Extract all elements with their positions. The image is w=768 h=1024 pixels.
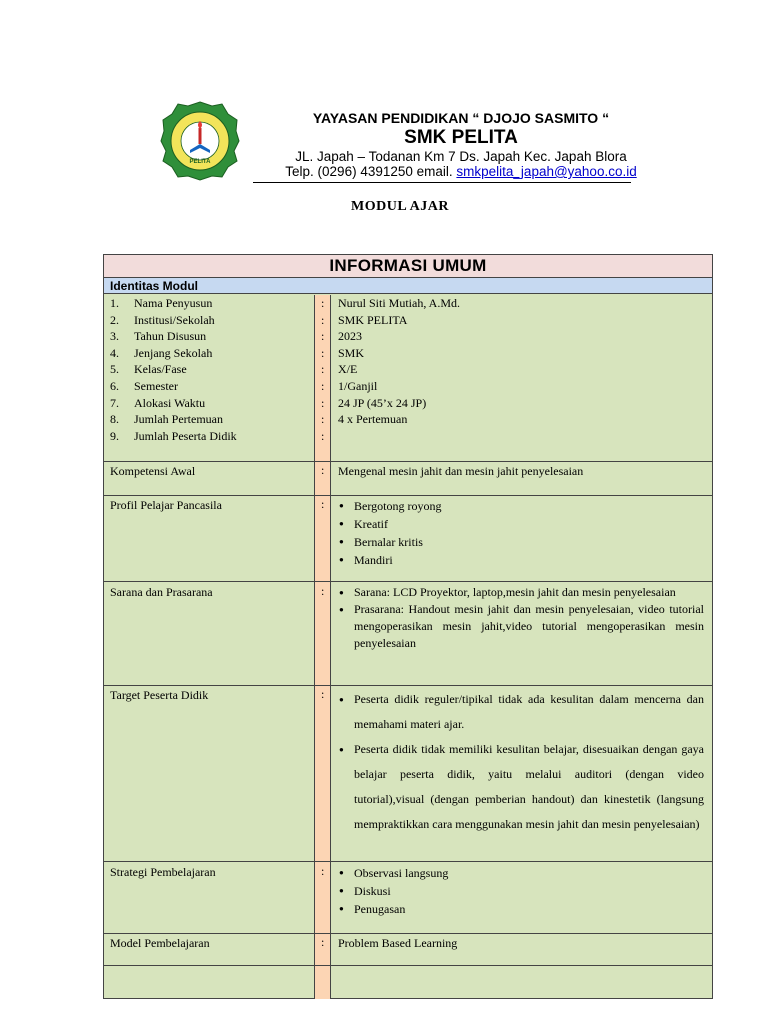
foundation-name: YAYASAN PENDIDIKAN “ DJOJO SASMITO “: [312, 110, 610, 126]
school-logo: [160, 100, 240, 182]
list-item: 8. Jumlah Pertemuan: [110, 412, 223, 427]
list-item: ● Prasarana: Handout mesin jahit dan mesin penyelesaian, video tutorial mengoperasikan mesin jahit,video tutorial mengoperasikan mesin penyelesaian: [338, 601, 704, 652]
list-item: ● Bernalar kritis: [338, 533, 704, 551]
list-item: ● Observasi langsung: [338, 864, 704, 882]
list-item: 4. Jenjang Sekolah: [110, 345, 213, 360]
row-divider: [104, 965, 712, 966]
strategi-colon: :: [321, 864, 325, 878]
list-item: ● Bergotong royong: [338, 497, 704, 515]
sarana-list: [338, 584, 704, 652]
list-item: ● Peserta didik tidak memiliki kesulitan belajar, disesuaikan dengan gaya belajar peserta didik, yaitu melalui auditori (dengan video tutorial),visual (dengan pemberian handout) dan kinestetik (langsung mempraktikkan cara menggunakan mesin jahit dan mesin penyelesaian): [338, 737, 704, 837]
list-item: 6. Semester: [110, 378, 178, 393]
identity-values: Nurul Siti Mutiah, A.Md. SMK PELITA 2023 SMK X/E 1/Ganjil 24 JP (45’x 24 JP) 4 x Pertemuan: [338, 296, 461, 427]
target-list: [338, 687, 704, 837]
identity-list: [110, 295, 237, 444]
identity-colons: : : : : : : : : :: [321, 296, 325, 443]
list-item: 9. Jumlah Peserta Didik: [110, 428, 237, 443]
profil-list: [338, 497, 704, 569]
row-divider: [104, 581, 712, 582]
row-divider: [104, 861, 712, 862]
list-item: ● Mandiri: [338, 551, 704, 569]
header-divider: [253, 182, 631, 183]
list-item: ● Kreatif: [338, 515, 704, 533]
sarana-colon: :: [321, 584, 325, 598]
list-item: 7. Alokasi Waktu: [110, 395, 206, 410]
list-item: ● Sarana: LCD Proyektor, laptop,mesin jahit dan mesin penyelesaian: [338, 584, 704, 601]
kompetensi-value: Mengenal mesin jahit dan mesin jahit penyelesaian: [338, 464, 584, 478]
document-title: MODUL AJAR: [351, 199, 449, 214]
strategi-label: Strategi Pembelajaran: [110, 865, 216, 879]
row-divider: [104, 685, 712, 686]
list-item: ● Peserta didik reguler/tipikal tidak ada kesulitan dalam mencerna dan memahami materi ajar.: [338, 687, 704, 737]
sarana-label: Sarana dan Prasarana: [110, 585, 213, 599]
table-title: INFORMASI UMUM: [104, 255, 712, 278]
profil-colon: :: [321, 497, 325, 511]
row-divider: [104, 933, 712, 934]
list-item: ● Penugasan: [338, 900, 704, 918]
model-value: Problem Based Learning: [338, 936, 458, 950]
kompetensi-colon: :: [321, 463, 325, 477]
list-item: 1. Nama Penyusun: [110, 296, 213, 310]
list-item: 2. Institusi/Sekolah: [110, 312, 215, 327]
school-name: SMK PELITA: [404, 127, 518, 148]
row-divider: [104, 461, 712, 462]
list-item: 3. Tahun Disusun: [110, 329, 207, 344]
profil-label: Profil Pelajar Pancasila: [110, 498, 222, 512]
info-table: [103, 254, 713, 999]
model-colon: :: [321, 935, 325, 949]
school-contact: [256, 164, 666, 179]
target-label: Target Peserta Didik: [110, 688, 209, 702]
email-link[interactable]: smkpelita_japah@yahoo.co.id: [456, 164, 637, 179]
list-item: ● Diskusi: [338, 882, 704, 900]
model-label: Model Pembelajaran: [110, 936, 210, 950]
target-colon: :: [321, 687, 325, 701]
school-address: JL. Japah – Todanan Km 7 Ds. Japah Kec. Japah Blora: [295, 149, 627, 164]
logo-name: PELITA: [189, 159, 211, 165]
list-item: 5. Kelas/Fase: [110, 362, 187, 377]
kompetensi-label: Kompetensi Awal: [110, 464, 196, 478]
row-divider: [104, 495, 712, 496]
section-heading: Identitas Modul: [104, 278, 712, 294]
phone-text: Telp. (0296) 4391250 email.: [285, 164, 457, 179]
strategi-list: [338, 864, 704, 918]
